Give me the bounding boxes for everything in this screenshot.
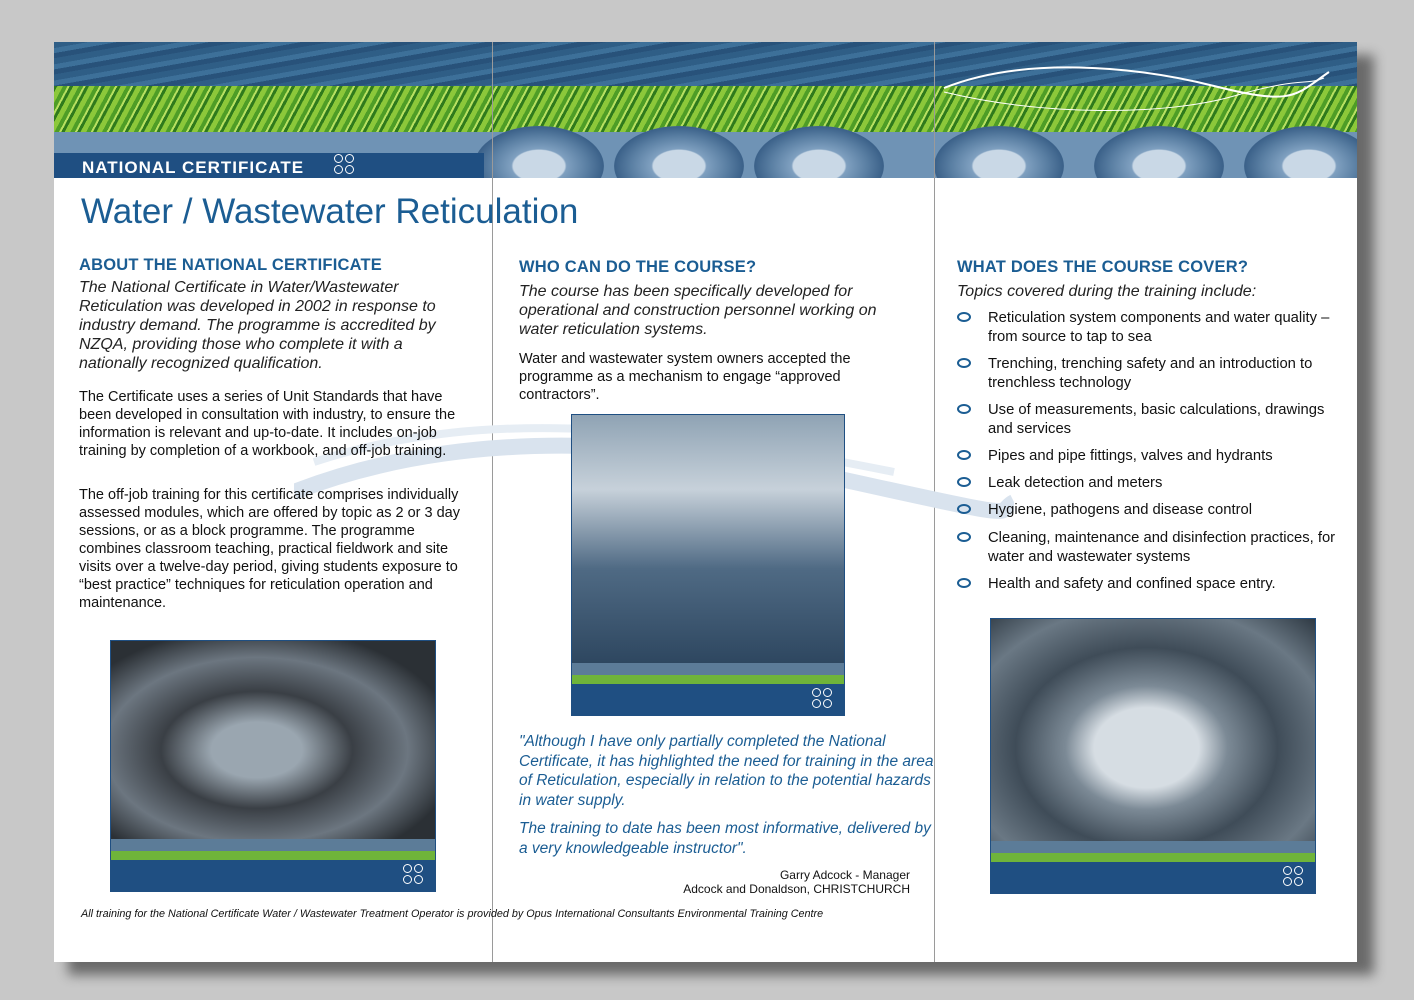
list-item: Cleaning, maintenance and disinfection practices, for water and wastewater systems — [956, 529, 1336, 575]
list-item: Pipes and pipe fittings, valves and hydrants — [956, 447, 1336, 474]
section-heading-who: WHO CAN DO THE COURSE? — [519, 258, 757, 276]
list-item: Use of measurements, basic calculations, drawings and services — [956, 401, 1336, 447]
bullet-icon — [957, 404, 971, 414]
testimonial-author: Garry Adcock - Manager — [779, 868, 910, 882]
testimonial-quote: The training to date has been most informative, delivered by a very knowledgeable instructor". — [519, 820, 931, 857]
pipework-photo — [110, 640, 436, 892]
logo-icon — [812, 688, 834, 710]
cover-lead-text: Topics covered during the training include: — [957, 283, 1257, 300]
bullet-icon — [957, 578, 971, 588]
about-lead-text: The National Certificate in Water/Wastewater Reticulation was developed in 2002 in response to industry demand. The programme is accredited by NZQA, providing those who complete it with a nationally recognized qualification. — [79, 279, 436, 372]
list-item: Leak detection and meters — [956, 474, 1336, 501]
logo-icon — [1283, 866, 1305, 888]
manhole-photo — [990, 618, 1316, 894]
section-heading-about: ABOUT THE NATIONAL CERTIFICATE — [79, 256, 382, 274]
bullet-icon — [957, 532, 971, 542]
header-banner — [54, 42, 1357, 178]
who-lead-text: The course has been specifically developed for operational and construction personnel working on water reticulation systems. — [519, 283, 877, 338]
bullet-icon — [957, 312, 971, 322]
section-heading-cover: WHAT DOES THE COURSE COVER? — [957, 258, 1249, 276]
logo-icon — [403, 864, 425, 886]
bullet-icon — [957, 477, 971, 487]
list-item: Trenching, trenching safety and an introduction to trenchless technology — [956, 355, 1336, 401]
logo-icon — [334, 154, 356, 176]
worker-photo — [571, 414, 845, 716]
topics-list — [956, 309, 1336, 602]
bullet-icon — [957, 358, 971, 368]
about-paragraph: The Certificate uses a series of Unit Standards that have been developed in consultation with industry, to ensure the information is relevant and up-to-date. It includes on-job training by completion of a workbook, and off-job training. — [79, 389, 456, 459]
testimonial-organization: Adcock and Donaldson, CHRISTCHURCH — [683, 882, 910, 896]
bullet-icon — [957, 504, 971, 514]
about-paragraph: The off-job training for this certificate comprises individually assessed modules, which are offered by topic as 2 or 3 day sessions, or as a block programme. The programme combines classroom teaching, practical fieldwork and site visits over a twelve-day period, giving students exposure to “best practice” techniques for reticulation operation and maintenance. — [79, 487, 460, 611]
brochure-page — [54, 42, 1357, 962]
list-item: Reticulation system components and water quality – from source to tap to sea — [956, 309, 1336, 355]
page-title: Water / Wastewater Reticulation — [81, 192, 579, 231]
footnote: All training for the National Certificate Water / Wastewater Treatment Operator is provided by Opus International Consultants Environmental Training Centre — [81, 908, 824, 920]
certificate-label: NATIONAL CERTIFICATE — [82, 158, 305, 177]
wave-swoosh — [934, 56, 1334, 126]
who-paragraph: Water and wastewater system owners accepted the programme as a mechanism to engage “approved contractors”. — [519, 351, 851, 403]
bullet-icon — [957, 450, 971, 460]
list-item: Health and safety and confined space entry. — [956, 575, 1336, 602]
testimonial-quote: "Although I have only partially completed the National Certificate, it has highlighted the need for training in the area of Reticulation, especially in relation to the potential hazards in water supply. — [519, 733, 934, 809]
list-item: Hygiene, pathogens and disease control — [956, 501, 1336, 529]
